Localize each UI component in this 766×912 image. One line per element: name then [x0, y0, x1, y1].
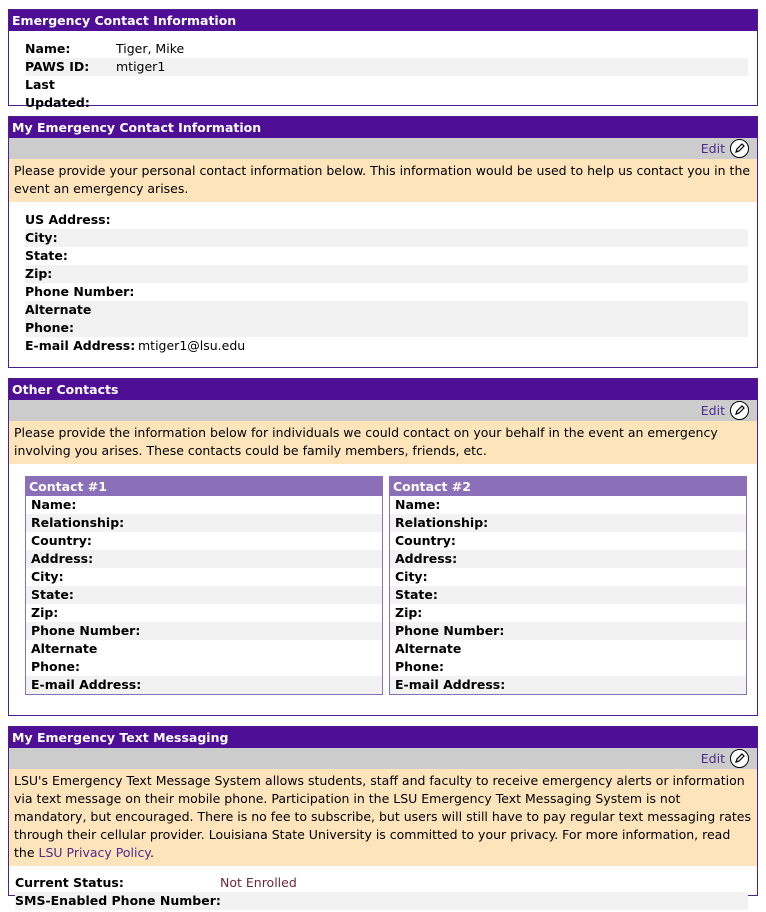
notice-text: Please provide your personal contact information below. This information would be used to help us contact you in the event an emergency arises. — [9, 159, 757, 202]
text-messaging-panel — [8, 726, 758, 908]
contact-row — [390, 568, 746, 586]
contact-row — [390, 676, 746, 694]
contact-row — [26, 622, 382, 640]
field-label: Alternate — [25, 302, 92, 317]
contact-row — [390, 604, 746, 622]
current-status-value: Not Enrolled — [220, 875, 297, 890]
edit-bar — [9, 138, 757, 159]
contact-label: Name: — [395, 497, 441, 512]
contact-row — [26, 640, 382, 658]
contact-row — [390, 622, 746, 640]
contact-label: Alternate — [31, 641, 98, 656]
field-label: Zip: — [25, 266, 53, 281]
panel-title: My Emergency Text Messaging — [9, 727, 757, 748]
edit-link[interactable]: Edit — [700, 751, 725, 766]
notice-body: LSU's Emergency Text Message System allows students, staff and faculty to receive emergency alerts or information via text message on their mobile phone. Participation in the LSU Emergency Text Messaging System is not mandatory, but encouraged. There is no fee to subscribe, but users will still have to pay regular text messaging rates through their cellular provider. Louisiana State University is committed to your privacy. For more information, read the — [14, 773, 751, 860]
contact-row — [26, 658, 382, 676]
field-label: City: — [25, 230, 58, 245]
contact-label: Relationship: — [31, 515, 125, 530]
contact-label: City: — [395, 569, 428, 584]
notice-end: . — [149, 845, 154, 860]
field-label: E-mail Address: — [25, 338, 136, 353]
contact-label: Relationship: — [395, 515, 489, 530]
contact-label: Zip: — [395, 605, 423, 620]
contact-label: E-mail Address: — [31, 677, 142, 692]
panel-title: My Emergency Contact Information — [9, 117, 757, 138]
field-row — [25, 40, 748, 58]
edit-bar — [9, 748, 757, 769]
field-label: Phone: — [25, 320, 75, 335]
contact-title: Contact #1 — [26, 477, 382, 496]
contact-label: State: — [395, 587, 438, 602]
contact-label: Country: — [31, 533, 92, 548]
edit-link[interactable]: Edit — [700, 141, 725, 156]
field-label: Phone Number: — [25, 284, 135, 299]
edit-bar — [9, 400, 757, 421]
contact-row — [26, 532, 382, 550]
email-value: mtiger1@lsu.edu — [138, 338, 246, 353]
contact-label: Alternate — [395, 641, 462, 656]
contact-row — [390, 532, 746, 550]
contact-1-box — [25, 476, 383, 695]
other-contacts-panel — [8, 378, 758, 716]
contact-row — [390, 514, 746, 532]
field-value: mtiger1 — [116, 59, 166, 74]
contact-label: Name: — [31, 497, 77, 512]
field-row — [25, 283, 748, 301]
contact-row — [26, 514, 382, 532]
field-row — [25, 58, 748, 76]
contact-row — [26, 496, 382, 514]
contact-row — [390, 586, 746, 604]
notice-text: Please provide the information below for individuals we could contact on your behalf in the event an emergency involving you arises. These contacts could be family members, friends, etc. — [9, 421, 757, 464]
contact-row — [390, 640, 746, 658]
contact-label: Address: — [395, 551, 458, 566]
emergency-info-panel — [8, 9, 758, 110]
contact-label: City: — [31, 569, 64, 584]
field-row — [25, 229, 748, 247]
contact-label: Country: — [395, 533, 456, 548]
contact-row — [26, 586, 382, 604]
contact-row — [26, 550, 382, 568]
contact-row — [390, 658, 746, 676]
current-status-label: Current Status: — [15, 875, 124, 890]
pencil-icon[interactable] — [730, 749, 749, 768]
contact-label: E-mail Address: — [395, 677, 506, 692]
contact-row — [26, 676, 382, 694]
field-row — [25, 319, 748, 337]
field-value: Tiger, Mike — [116, 41, 185, 56]
contact-label: Zip: — [31, 605, 59, 620]
pencil-icon[interactable] — [730, 139, 749, 158]
field-label: PAWS ID: — [25, 59, 90, 74]
field-row — [25, 211, 748, 229]
status-row — [15, 874, 748, 892]
edit-link[interactable]: Edit — [700, 403, 725, 418]
contact-label: Phone Number: — [31, 623, 141, 638]
my-contact-panel — [8, 116, 758, 368]
contact-label: Phone Number: — [395, 623, 505, 638]
field-label: Name: — [25, 41, 71, 56]
contact-row — [26, 568, 382, 586]
field-row — [25, 247, 748, 265]
field-label: State: — [25, 248, 68, 263]
sms-row — [15, 892, 748, 910]
notice-text — [9, 769, 757, 866]
contact-2-box — [389, 476, 747, 695]
field-label: US Address: — [25, 212, 111, 227]
panel-title: Emergency Contact Information — [9, 10, 757, 31]
field-row — [25, 265, 748, 283]
contact-label: State: — [31, 587, 74, 602]
privacy-policy-link[interactable]: LSU Privacy Policy — [38, 845, 150, 860]
pencil-icon[interactable] — [730, 401, 749, 420]
contact-row — [390, 550, 746, 568]
field-row — [25, 301, 748, 319]
sms-phone-label: SMS-Enabled Phone Number: — [15, 893, 221, 908]
contact-label: Phone: — [31, 659, 81, 674]
contact-title: Contact #2 — [390, 477, 746, 496]
field-label: Last Updated: — [25, 77, 90, 110]
contact-label: Address: — [31, 551, 94, 566]
field-row — [25, 76, 748, 110]
contact-row — [26, 604, 382, 622]
field-row — [25, 337, 748, 355]
contact-row — [390, 496, 746, 514]
contact-label: Phone: — [395, 659, 445, 674]
panel-title: Other Contacts — [9, 379, 757, 400]
